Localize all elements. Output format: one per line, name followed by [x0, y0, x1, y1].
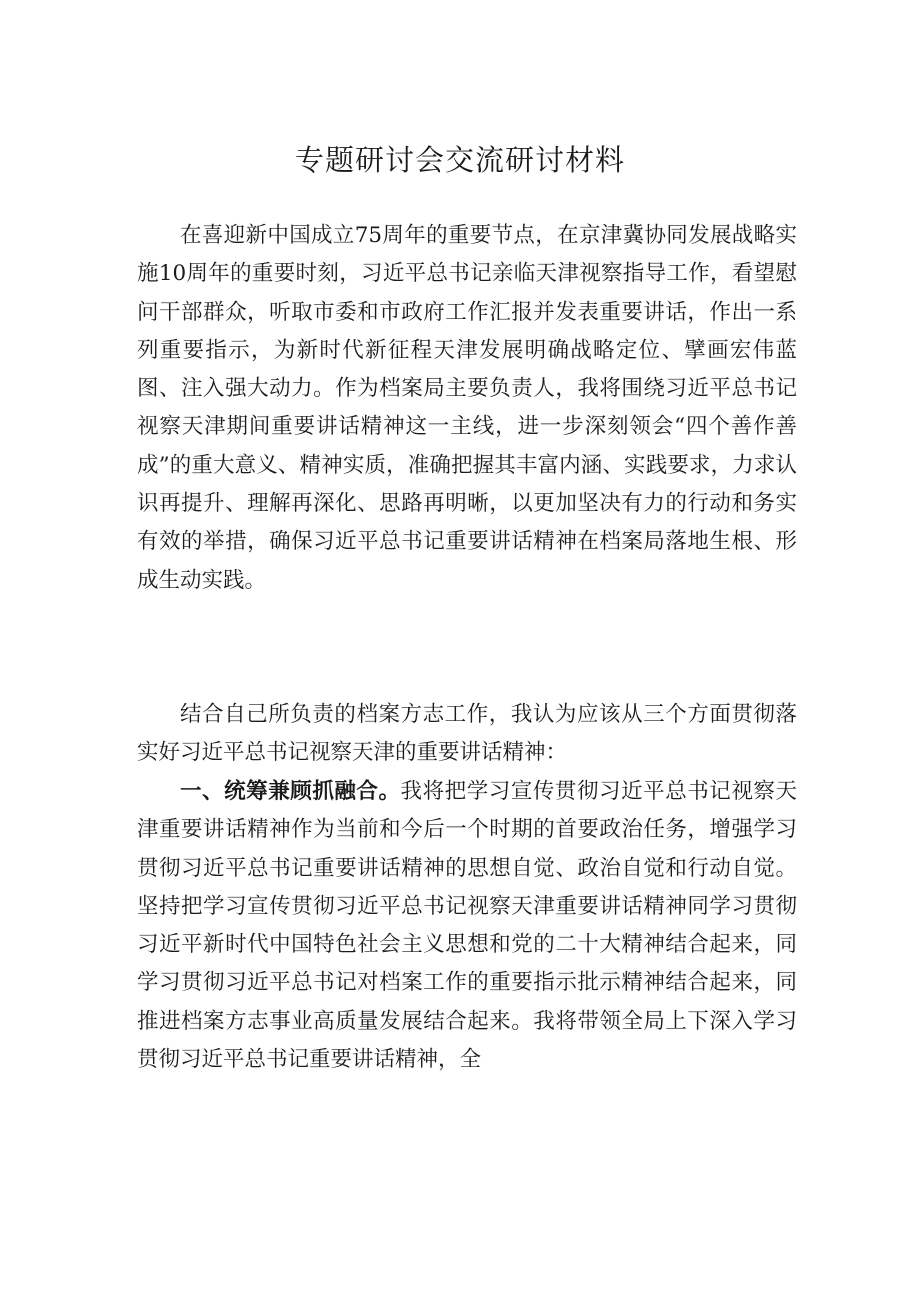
paragraph-intro: [137, 217, 797, 600]
section-one-heading: 一、统筹兼顾抓融合。: [180, 779, 401, 804]
section-one-text: 我将把学习宣传贯彻习近平总书记视察天津重要讲话精神作为当前和今后一个时期的首要政治任务，增强学习贯彻习近平总书记重要讲话精神的思想自觉、政治自觉和行动自觉。坚持把学习宣传贯彻习近平总书记视察天津重要讲话精神同学习贯彻习近平新时代中国特色社会主义思想和党的二十大精神结合起来，同学习贯彻习近平总书记对档案工作的重要指示批示精神结合起来，同推进档案方志事业高质量发展结合起来。我将带领全局上下深入学习贯彻习近平总书记重要讲话精神，全: [137, 779, 797, 1073]
paragraph-intro-text: 在喜迎新中国成立75周年的重要节点，在京津冀协同发展战略实施10周年的重要时刻，习近平总书记亲临天津视察指导工作，看望慰问干部群众，听取市委和市政府工作汇报并发表重要讲话，作出一系列重要指示，为新时代新征程天津发展明确战略定位、擘画宏伟蓝图、注入强大动力。作为档案局主要负责人，我将围绕习近平总书记视察天津期间重要讲话精神这一主线，进一步深刻领会“四个善作善成”的重大意义、精神实质，准确把握其丰富内涵、实践要求，力求认识再提升、理解再深化、思路再明晰，以更加坚决有力的行动和务实有效的举措，确保习近平总书记重要讲话精神在档案局落地生根、形成生动实践。: [137, 223, 797, 593]
document-title: 专题研讨会交流研讨材料: [294, 143, 625, 177]
paragraph-transition: [137, 696, 797, 773]
paragraph-section-one: [137, 773, 797, 1079]
paragraph-transition-text: 结合自己所负责的档案方志工作，我认为应该从三个方面贯彻落实好习近平总书记视察天津的重要讲话精神：: [137, 702, 797, 766]
